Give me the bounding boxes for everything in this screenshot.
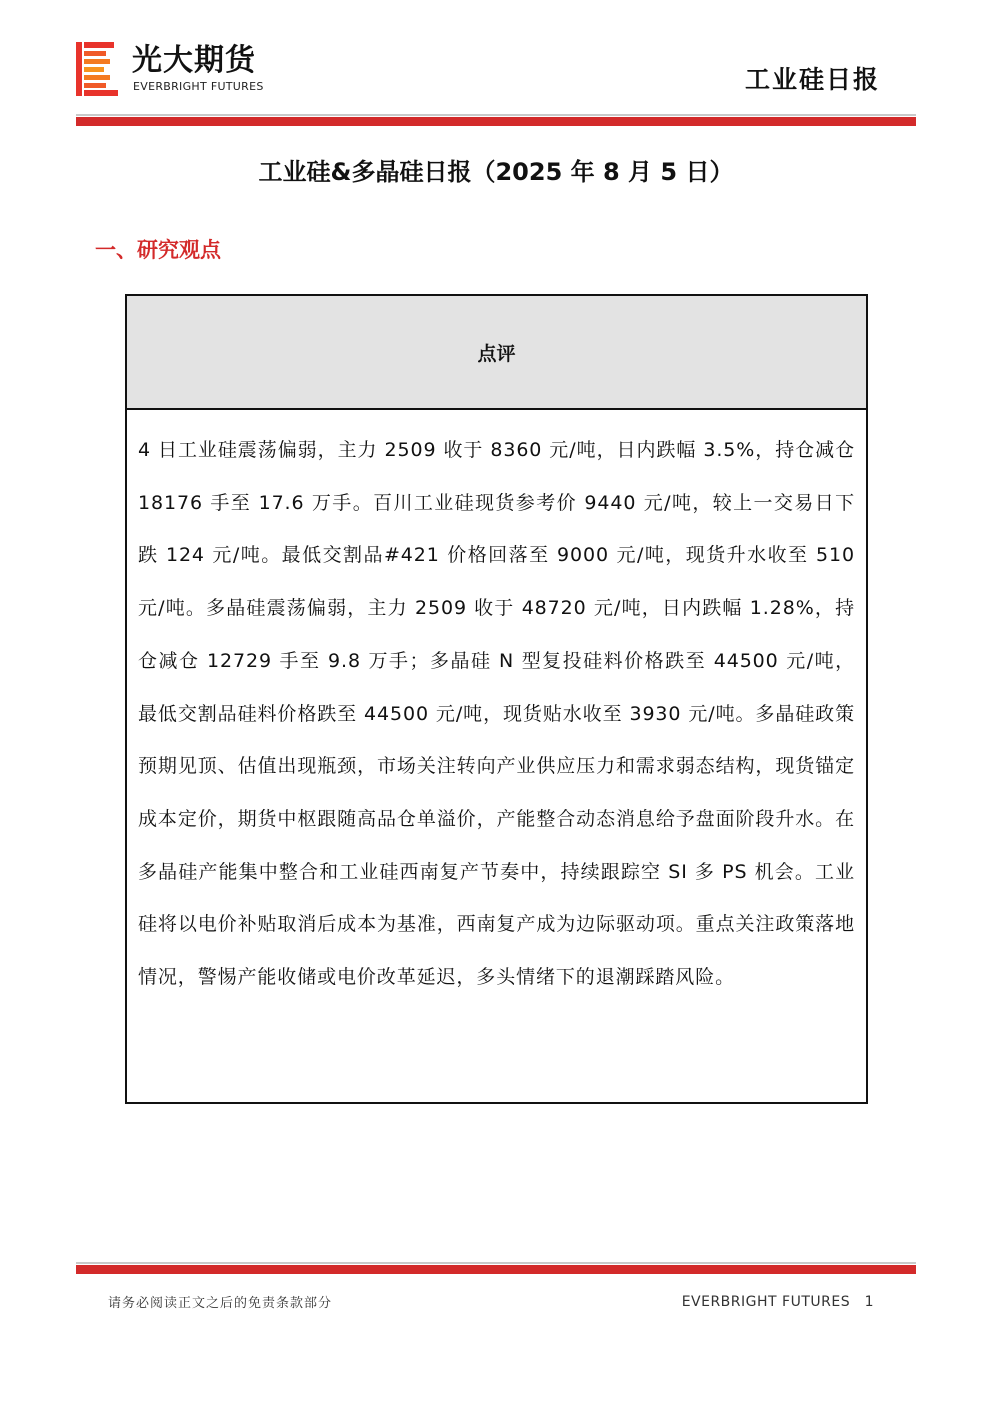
company-logo [76, 42, 296, 98]
footer-brand-page-number: EVERBRIGHT FUTURES 1 [681, 1294, 874, 1310]
commentary-table-header [127, 296, 866, 410]
footer-divider-red [76, 1265, 916, 1274]
logo-chinese-name: 光大期货 [132, 43, 256, 78]
section-heading: 一、研究观点 [95, 238, 221, 262]
footer-divider-thin [76, 1262, 916, 1264]
document-title: 工业硅&多晶硅日报（2025 年 8 月 5 日） [258, 158, 734, 186]
everbright-logo-icon [76, 42, 120, 96]
header-divider-red [76, 117, 916, 126]
report-type-title: 工业硅日报 [744, 65, 880, 94]
logo-english-name: EVERBRIGHT FUTURES [133, 80, 264, 93]
commentary-text: 4 日工业硅震荡偏弱，主力 2509 收于 8360 元/吨，日内跌幅 3.5%，持仓减仓 18176 手至 17.6 万手。百川工业硅现货参考价 9440 元/吨，较上一交易日下跌 124 元/吨。最低交割品#421 价格回落至 9000 元/吨，现货升水收至 510 元/吨。多晶硅震荡偏弱，主力 2509 收于 48720 元/吨，日内跌幅 1.28%，持仓减仓 12729 手至 9.8 万手；多晶硅 N 型复投硅料价格跌至 44500 元/吨，最低交割品硅料价格跌至 44500 元/吨，现货贴水收至 3930 元/吨。多晶硅政策预期见顶、估值出现瓶颈，市场关注转向产业供应压力和需求弱态结构，现货锚定成本定价，期货中枢跟随高品仓单溢价，产能整合动态消息给予盘面阶段升水。在多晶硅产能集中整合和工业硅西南复产节奏中，持续跟踪空 SI 多 PS 机会。工业硅将以电价补贴取消后成本为基准，西南复产成为边际驱动项。重点关注政策落地情况，警惕产能收储或电价改革延迟，多头情绪下的退潮踩踏风险。 [138, 439, 855, 989]
footer-disclaimer: 请务必阅读正文之后的免责条款部分 [108, 1296, 333, 1311]
table-header-label: 点评 [477, 342, 516, 365]
commentary-table [125, 294, 868, 1104]
header-divider-thin [76, 114, 916, 116]
